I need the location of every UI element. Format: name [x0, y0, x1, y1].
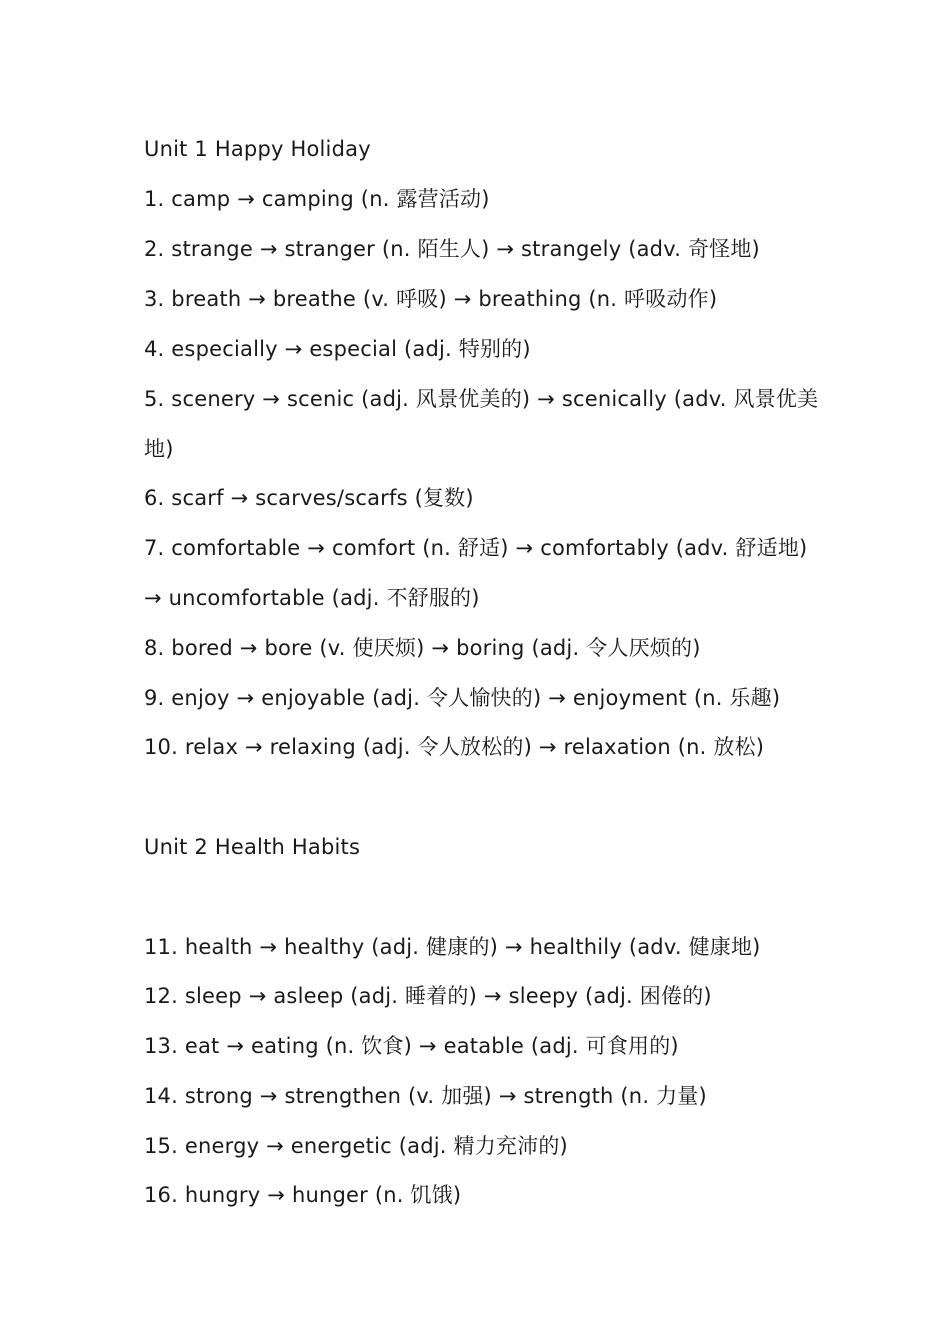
word-entry-16: 16. hungry → hunger (n. 饥饿): [144, 1183, 462, 1207]
word-entry-1: 1. camp → camping (n. 露营活动): [144, 187, 490, 211]
word-entry-6: 6. scarf → scarves/scarfs (复数): [144, 486, 474, 510]
word-entry-7-continued: → uncomfortable (adj. 不舒服的): [144, 586, 480, 610]
word-entry-2: 2. strange → stranger (n. 陌生人) → strangely (adv. 奇怪地): [144, 237, 760, 261]
word-entry-7: 7. comfortable → comfort (n. 舒适) → comfortably (adv. 舒适地): [144, 536, 808, 560]
unit-2-title: Unit 2 Health Habits: [144, 835, 361, 859]
word-entry-3: 3. breath → breathe (v. 呼吸) → breathing (n. 呼吸动作): [144, 287, 718, 311]
word-entry-10: 10. relax → relaxing (adj. 令人放松的) → relaxation (n. 放松): [144, 735, 765, 759]
word-entry-12: 12. sleep → asleep (adj. 睡着的) → sleepy (adj. 困倦的): [144, 984, 712, 1008]
unit-1-title: Unit 1 Happy Holiday: [144, 137, 371, 161]
word-entry-9: 9. enjoy → enjoyable (adj. 令人愉快的) → enjoyment (n. 乐趣): [144, 686, 781, 710]
word-entry-4: 4. especially → especial (adj. 特别的): [144, 337, 531, 361]
word-entry-11: 11. health → healthy (adj. 健康的) → healthily (adv. 健康地): [144, 935, 761, 959]
word-entry-8: 8. bored → bore (v. 使厌烦) → boring (adj. 令人厌烦的): [144, 636, 701, 660]
word-entry-15: 15. energy → energetic (adj. 精力充沛的): [144, 1134, 568, 1158]
word-entry-5: 5. scenery → scenic (adj. 风景优美的) → scenically (adv. 风景优美: [144, 387, 819, 411]
word-entry-13: 13. eat → eating (n. 饮食) → eatable (adj. 可食用的): [144, 1034, 679, 1058]
word-entry-14: 14. strong → strengthen (v. 加强) → strength (n. 力量): [144, 1084, 707, 1108]
word-entry-5-continued: 地): [144, 437, 174, 461]
